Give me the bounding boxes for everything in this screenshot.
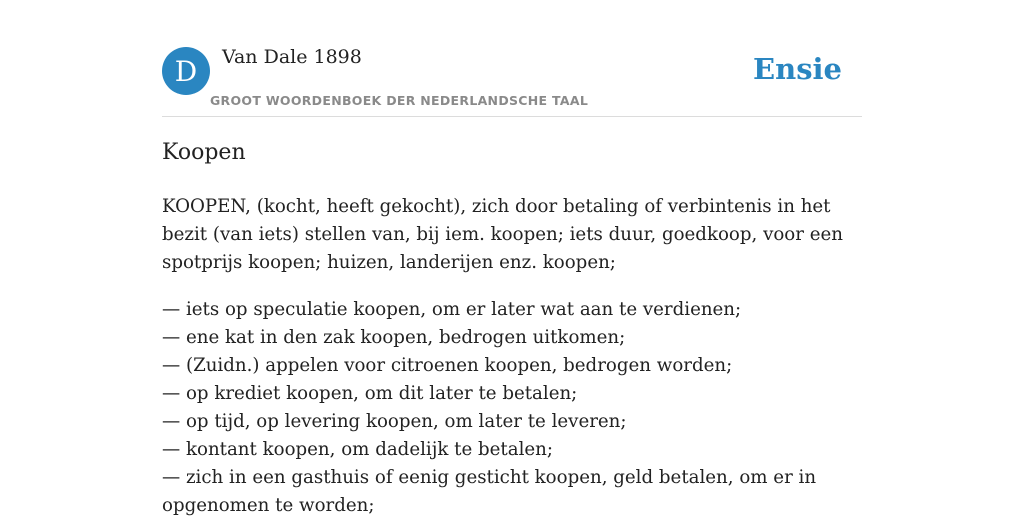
example-item: — op tijd, op levering koopen, om later te leveren; bbox=[162, 411, 627, 432]
entry-title: Koopen bbox=[162, 140, 246, 165]
source-title[interactable]: Van Dale 1898 bbox=[222, 46, 362, 68]
example-item: — kontant koopen, om dadelijk te betalen; bbox=[162, 439, 553, 460]
entry-definition: KOOPEN, (kocht, heeft gekocht), zich door betaling of verbintenis in het bezit (van iets) stellen van, bij iem. koopen; iets duur, goedkoop, voor een spotprijs koopen; huizen, landerijen enz. koopen; bbox=[162, 196, 843, 273]
example-item: — (Zuidn.) appelen voor citroenen koopen, bedrogen worden; bbox=[162, 355, 733, 376]
example-item: — ene kat in den zak koopen, bedrogen uitkomen; bbox=[162, 327, 626, 348]
example-list bbox=[162, 296, 862, 520]
source-avatar[interactable]: D bbox=[162, 47, 210, 95]
brand-logo[interactable]: Ensie bbox=[753, 52, 842, 86]
header bbox=[162, 0, 862, 117]
example-item: — op krediet koopen, om dit later te betalen; bbox=[162, 383, 578, 404]
example-item: — zich in een gasthuis of eenig gesticht koopen, geld betalen, om er in opgenomen te worden; bbox=[162, 467, 817, 516]
source-subtitle: GROOT WOORDENBOEK DER NEDERLANDSCHE TAAL bbox=[210, 93, 589, 108]
example-item: — iets op speculatie koopen, om er later wat aan te verdienen; bbox=[162, 299, 742, 320]
page-container bbox=[162, 0, 862, 516]
